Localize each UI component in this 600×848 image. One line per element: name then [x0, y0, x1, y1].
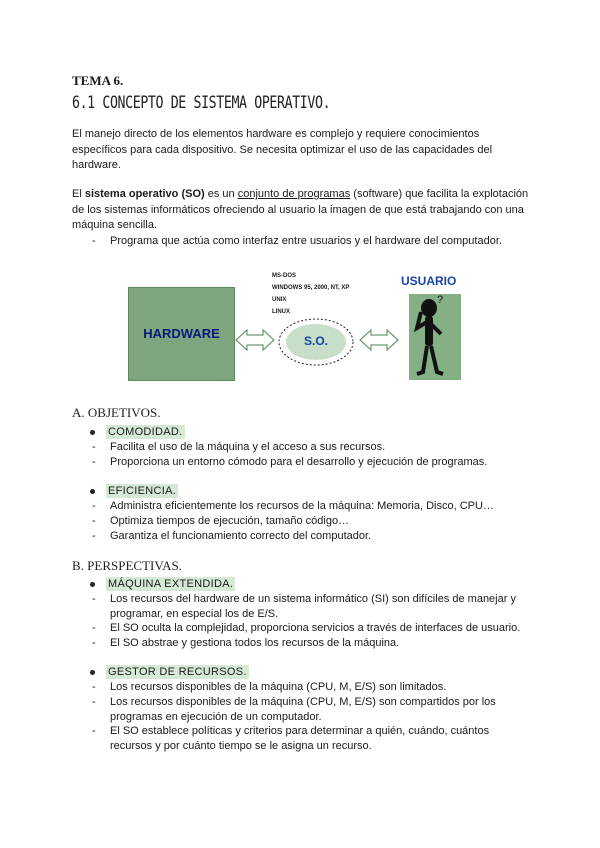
os-item: MS-DOS [272, 273, 296, 279]
list-item-text: Proporciona un entorno cómodo para el desarrollo y ejecución de programas. [110, 456, 488, 468]
list-item-text: Los recursos disponibles de la máquina (CPU, M, E/S) son compartidos por los programas en ejecución de un computador. [110, 696, 496, 723]
dash-mark: - [92, 530, 96, 542]
definition-underline: conjunto de programas [237, 188, 351, 200]
definition-text-mid: es un [204, 188, 238, 200]
dash-mark: - [92, 235, 96, 247]
usuario-label: USUARIO [401, 274, 457, 288]
list-item-text: El SO abstrae y gestiona todos los recursos de la máquina. [110, 637, 400, 649]
bullet-dot-icon [90, 430, 95, 435]
list-item-text: Facilita el uso de la máquina y el acceso a sus recursos. [110, 441, 386, 453]
definition-paragraph [72, 187, 532, 234]
thinking-person-icon [409, 294, 461, 380]
bullet-label: GESTOR DE RECURSOS. [108, 666, 247, 678]
list-item-text: Garantiza el funcionamiento correcto del computador. [110, 530, 372, 542]
section-a-heading: A. OBJETIVOS. [72, 405, 161, 420]
list-item-text: Los recursos del hardware de un sistema informático (SI) son difíciles de manejar y programar, en especial los de E/S. [110, 593, 516, 620]
bullet-dot-icon [90, 670, 95, 675]
definition-bold: sistema operativo (SO) [84, 188, 205, 200]
dash-mark: - [92, 593, 96, 605]
right-double-arrow [360, 330, 398, 350]
list-item-text: El SO oculta la complejidad, proporciona servicios a través de interfaces de usuario. [110, 622, 521, 634]
os-item: LINUX [272, 309, 290, 315]
dash-mark: - [92, 441, 96, 453]
os-list [272, 270, 349, 318]
bullet-dot-icon [90, 582, 95, 587]
usuario-figure [409, 294, 461, 380]
dash-mark: - [92, 637, 96, 649]
question-mark: ? [437, 294, 444, 306]
list-item-text: Administra eficientemente los recursos de la máquina: Memoria, Disco, CPU… [110, 500, 494, 512]
hardware-label: HARDWARE [143, 326, 220, 341]
intro-paragraph: El manejo directo de los elementos hardware es complejo y requiere conocimientos específicos para cada dispositivo. Se necesita optimizar el uso de las capacidades del hardware. [72, 128, 493, 171]
os-label: S.O. [303, 334, 328, 348]
dash-mark: - [92, 500, 96, 512]
list-item-text: Programa que actúa como interfaz entre usuarios y el hardware del computador. [110, 235, 502, 247]
bullet-label: EFICIENCIA. [108, 485, 177, 497]
tema-heading: TEMA 6. [72, 73, 124, 88]
os-item: UNIX [272, 297, 287, 303]
dash-mark: - [92, 515, 96, 527]
page-title: 6.1 CONCEPTO DE SISTEMA OPERATIVO. [72, 93, 331, 113]
list-item-text: Optimiza tiempos de ejecución, tamaño código… [110, 515, 350, 527]
dash-mark: - [92, 622, 96, 634]
section-b-heading: B. PERSPECTIVAS. [72, 558, 182, 573]
bullet-label: COMODIDAD. [108, 426, 183, 438]
bullet-dot-icon [90, 489, 95, 494]
definition-text-end: (software) que facilita la explotación de los sistemas informáticos ofreciendo al usuario la imagen de que está trabajando con una máquina sencilla. [72, 188, 529, 231]
dash-mark: - [92, 725, 96, 737]
bullet-label: MÁQUINA EXTENDIDA. [108, 578, 234, 590]
os-item: WINDOWS 95, 2000, NT, XP [272, 285, 350, 291]
dash-mark: - [92, 456, 96, 468]
list-item-text: Los recursos disponibles de la máquina (CPU, M, E/S) son limitados. [110, 681, 447, 693]
definition-text-start: El [72, 188, 85, 200]
left-double-arrow [236, 330, 274, 350]
list-item-text: El SO establece políticas y criterios para determinar a quién, cuándo, cuántos recursos y por cuánto tiempo se le asigna un recurso. [110, 725, 490, 752]
hardware-box [128, 287, 235, 381]
dash-mark: - [92, 696, 96, 708]
dash-mark: - [92, 681, 96, 693]
